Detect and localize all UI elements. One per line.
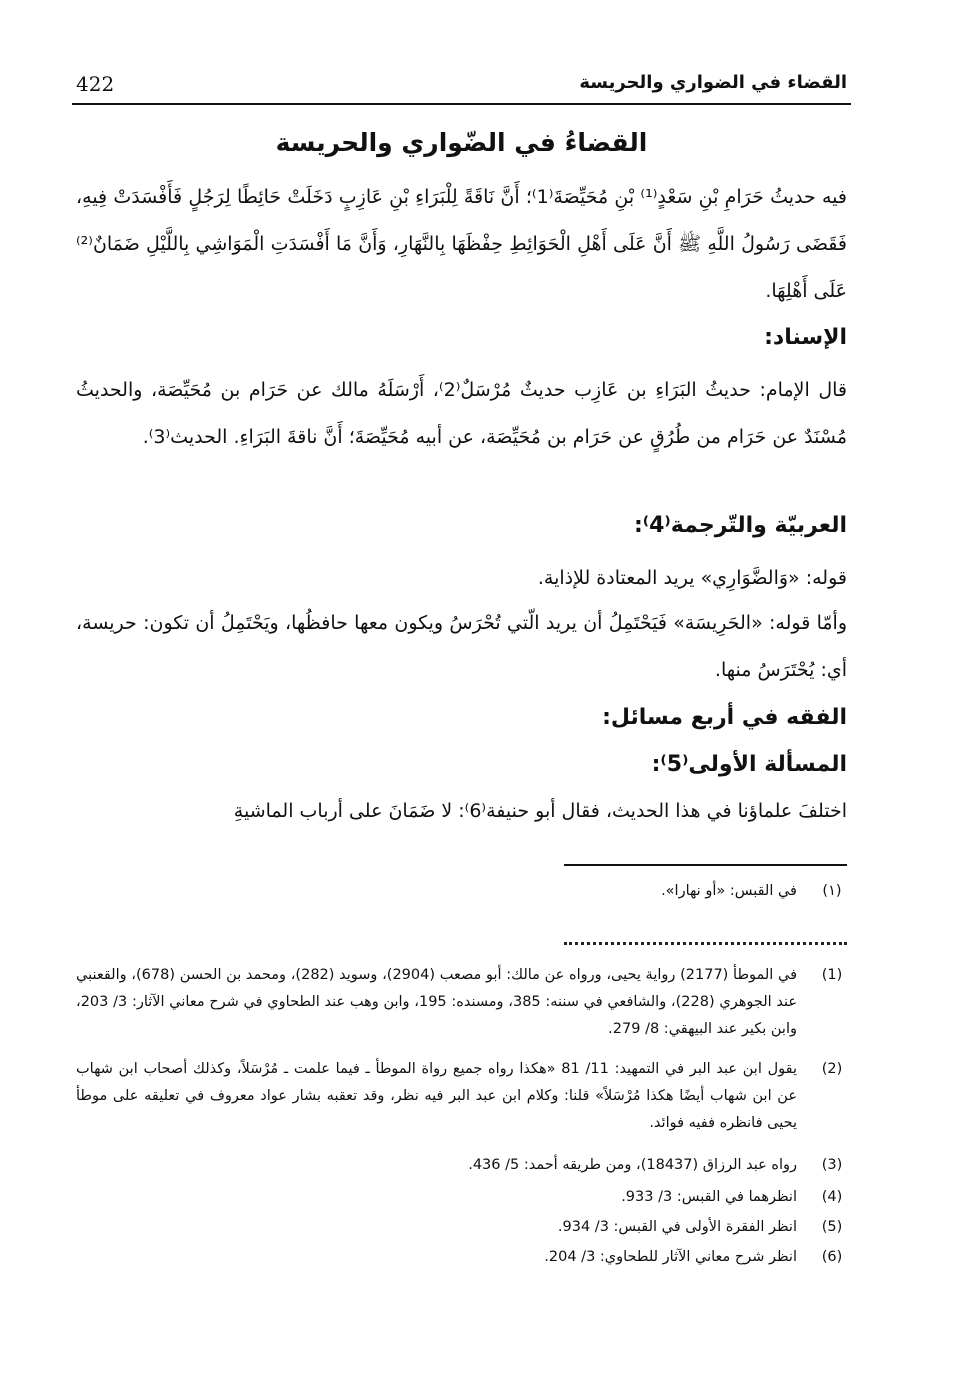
footnote-item <box>76 1056 847 1137</box>
arabiya-heading: العربيّة والتّرجمة⁽4⁾: <box>633 513 847 538</box>
first-issue-heading: المسألة الأولى⁽5⁾: <box>651 752 847 777</box>
footnote-item <box>76 1214 847 1241</box>
footnote-number: (5) <box>821 1219 843 1235</box>
footnote-text: رواه عبد الرزاق (18437)، ومن طريقه أحمد: 5/ 436. <box>468 1157 797 1173</box>
footnote-text: في الموطأ (2177) رواية يحيى، ورواه عن مالك: أبو مصعب (2904)، وسويد (282)، ومحمد بن الحسن (678)، والقعنبي عند الجوهري (228)، والشافعي في سننه: 385، ومسنده: 195، وابن وهب عند الطحاوي في شرح معاني الآثار: 3/ 203، وابن بكير عند البيهقي: 8/ 279. <box>76 967 798 1037</box>
footnote-number: (1) <box>821 967 843 983</box>
editor-note-number: (١) <box>822 883 842 899</box>
chapter-title: القضاءُ في الضّواري والحريسة <box>275 128 648 157</box>
isnad-paragraph: قال الإمام: حديثُ البَرَاءِ بن عَازِب حديثٌ مُرْسَلٌ⁽2⁾، أَرْسَلَهُ مالك عن حَرَام بن مُحَيِّصَة، والحديثُ مُسْنَدٌ عن حَرَام من طُرُقٍ عن حَرَام بن مُحَيِّصَة، عن أبيه مُحَيِّصَةَ؛ أَنَّ ناقةَ البَرَاءِ. الحديث⁽3⁾. <box>76 379 847 448</box>
isnad-heading: الإسناد: <box>764 325 847 350</box>
footnote-text: يقول ابن عبد البر في التمهيد: 11/ 81 «هكذا رواه جميع رواة الموطأ ـ فيما علمت ـ مُرْسَلاً، وكذلك أصحاب ابن شهاب عن ابن شهاب أيضًا هكذا مُرْسَلاً» قلنا: وكلام ابن عبد البر فيه نظر، وقد تعقبه بشار عواد معروف في تعليقه على موطأ يحيى فانظره ففيه فوائد. <box>76 1061 797 1131</box>
footnote-item <box>76 1244 847 1271</box>
footnote-item <box>76 1152 847 1179</box>
editor-note-text: في القبس: «أو نهارا». <box>661 883 797 899</box>
footnote-separator <box>564 864 847 866</box>
header-rule <box>72 103 851 105</box>
footnote-number: (6) <box>821 1249 843 1265</box>
page-number: 422 <box>76 72 115 96</box>
footnote-number: (2) <box>821 1061 843 1077</box>
footnote-text: انظرهما في القبس: 3/ 933. <box>621 1189 797 1205</box>
dotted-separator <box>564 942 847 945</box>
arabiya-line: قوله: «وَالضَّوَارِي» يريد المعتادة للإذاية. <box>537 567 847 589</box>
footnote-number: (4) <box>821 1189 843 1205</box>
footnote-item <box>76 962 847 1043</box>
fiqh-paragraph: اختلفَ علماؤنا في هذا الحديث، فقال أبو حنيفة⁽6⁾: لا ضَمَانَ على أرباب الماشيةِ <box>233 800 847 822</box>
footnote-text: انظر شرح معاني الآثار للطحاوي: 3/ 204. <box>544 1249 797 1265</box>
footnote-item <box>76 1184 847 1211</box>
arabiya-paragraph: وأمّا قوله: «الحَرِيسَة» فَيَحْتَمِلُ أن يريد الّتي تُحْرَسُ ويكون معها حافظُها، ويَحْتَمِلُ أن تكون: حريسة، أي: يُحْتَرَسُ منها. <box>76 612 847 681</box>
fiqh-heading: الفقه في أربع مسائل: <box>602 705 847 730</box>
editor-note <box>76 878 847 905</box>
footnote-text: انظر الفقرة الأولى في القبس: 3/ 934. <box>557 1219 797 1235</box>
footnote-number: (3) <box>821 1157 843 1173</box>
running-header-title: القضاء في الضواري والحريسة <box>579 72 847 93</box>
intro-paragraph: فيه حديثُ حَرَامِ بْنِ سَعْدٍ⁽¹⁾ بْنِ مُحَيِّصَةَ⁽1⁾؛ أَنَّ نَاقَةً لِلْبَرَاءِ بْنِ عَازِبٍ دَخَلَتْ حَائِطًا لِرَجُلٍ فَأَفْسَدَتْ فِيهِ، فَقَضَى رَسُولُ اللَّهِ ﷺ أَنَّ عَلَى أَهْلِ الْحَوَائِطِ حِفْظَهَا بِالنَّهَارِ، وَأَنَّ مَا أَفْسَدَتِ الْمَوَاشِي بِاللَّيْلِ ضَمَانٌ⁽²⁾ عَلَى أَهْلِهَا. <box>76 186 847 302</box>
